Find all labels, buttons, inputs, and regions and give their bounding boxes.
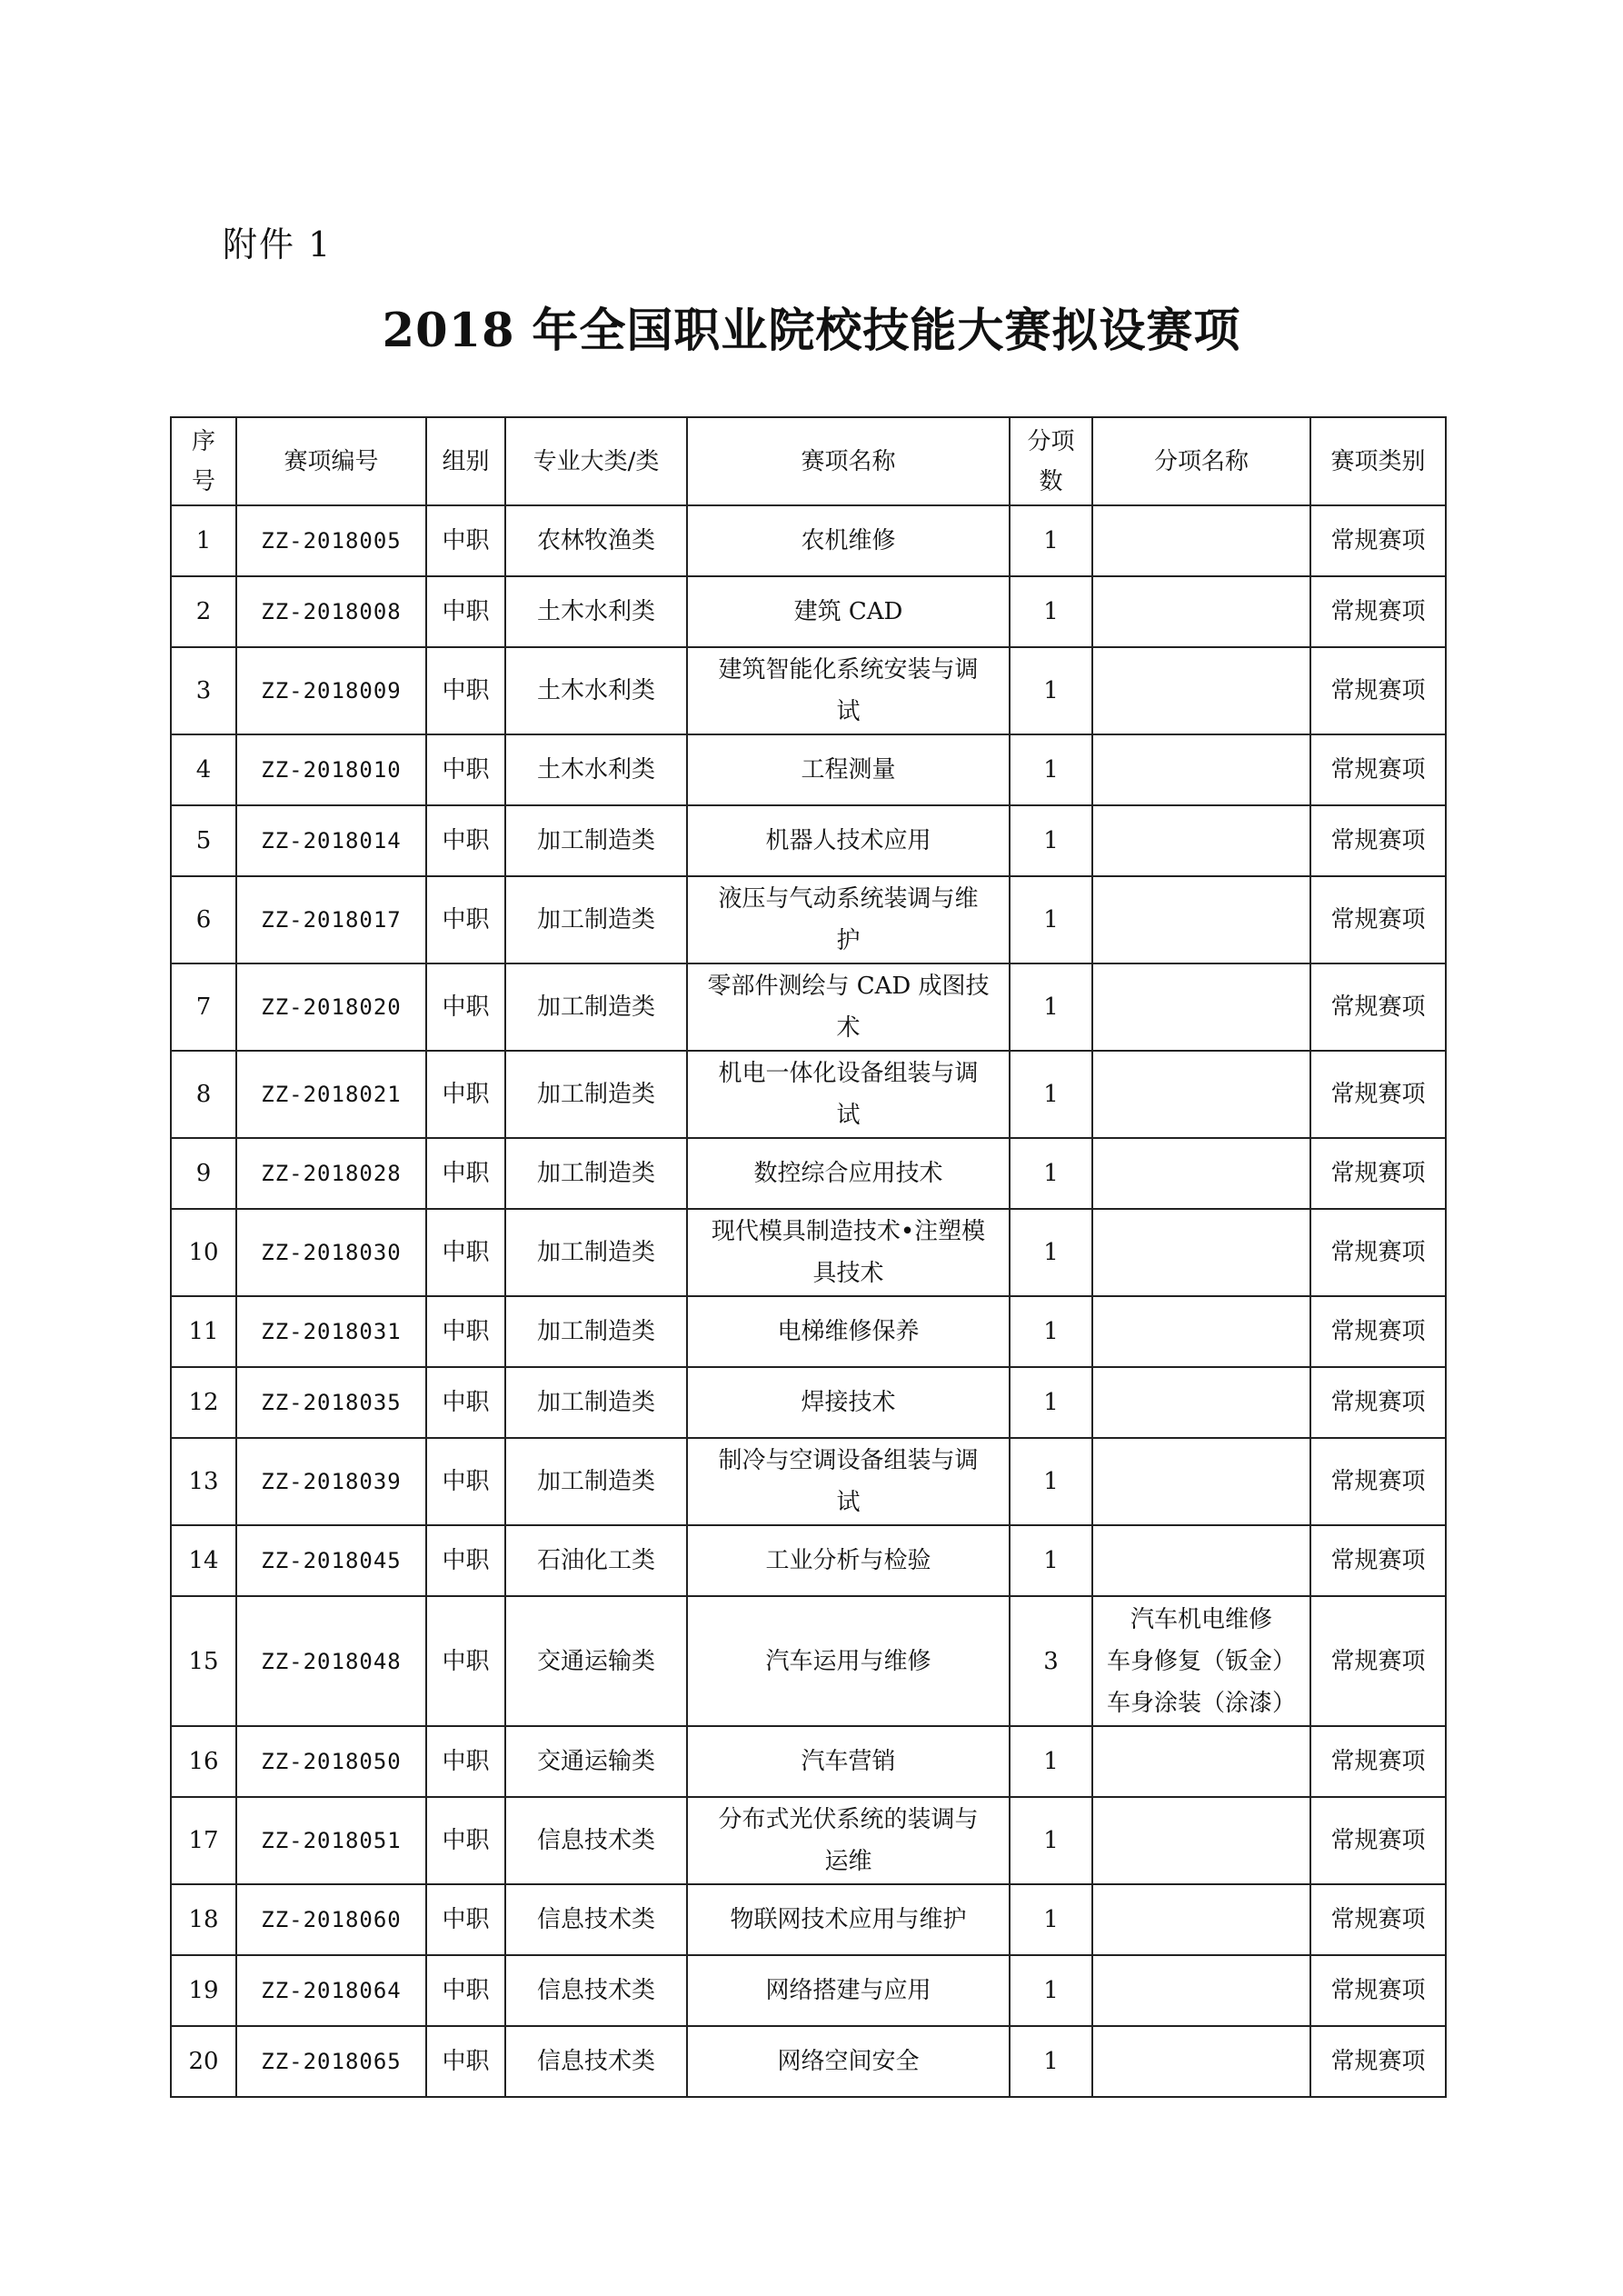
cell-category: 加工制造类 — [505, 1438, 687, 1525]
header-name: 赛项名称 — [687, 417, 1010, 505]
attachment-label: 附件 1 — [223, 225, 333, 265]
sub-name-line: 车身涂装（涂漆） — [1106, 1689, 1296, 1717]
cell-name — [687, 805, 1010, 876]
cell-seq: 5 — [171, 805, 236, 876]
cell-category: 加工制造类 — [505, 963, 687, 1051]
cell-sub-count: 1 — [1010, 1884, 1092, 1955]
cell-group: 中职 — [426, 1726, 505, 1797]
cell-sub-count: 1 — [1010, 1438, 1092, 1525]
cell-name — [687, 1884, 1010, 1955]
name-line: 现代模具制造技术•注塑模 — [711, 1218, 986, 1245]
cell-seq: 3 — [171, 647, 236, 734]
name-line: 液压与气动系统装调与维 — [718, 885, 979, 913]
cell-name — [687, 963, 1010, 1051]
cell-sub-count: 1 — [1010, 1367, 1092, 1438]
cell-sub-count: 1 — [1010, 876, 1092, 963]
cell-name — [687, 1367, 1010, 1438]
cell-seq: 13 — [171, 1438, 236, 1525]
name-line: 试 — [836, 698, 861, 725]
table-row — [171, 1209, 1446, 1296]
header-category: 专业大类/类 — [505, 417, 687, 505]
cell-sub-names — [1092, 1138, 1310, 1209]
table-row — [171, 576, 1446, 647]
cell-category: 加工制造类 — [505, 1367, 687, 1438]
name-line: 护 — [836, 927, 861, 954]
cell-seq: 4 — [171, 734, 236, 805]
header-code: 赛项编号 — [236, 417, 426, 505]
cell-type: 常规赛项 — [1310, 1367, 1446, 1438]
cell-sub-names — [1092, 1367, 1310, 1438]
cell-seq: 2 — [171, 576, 236, 647]
name-line: 汽车营销 — [801, 1748, 896, 1775]
table-row — [171, 805, 1446, 876]
cell-type: 常规赛项 — [1310, 1596, 1446, 1726]
cell-code: ZZ-2018051 — [236, 1797, 426, 1884]
cell-category: 加工制造类 — [505, 1296, 687, 1367]
cell-sub-names — [1092, 734, 1310, 805]
cell-code: ZZ-2018020 — [236, 963, 426, 1051]
cell-code: ZZ-2018060 — [236, 1884, 426, 1955]
cell-sub-names — [1092, 576, 1310, 647]
cell-sub-names — [1092, 1296, 1310, 1367]
cell-seq: 15 — [171, 1596, 236, 1726]
cell-category: 加工制造类 — [505, 1209, 687, 1296]
cell-code: ZZ-2018035 — [236, 1367, 426, 1438]
cell-name — [687, 1138, 1010, 1209]
cell-type: 常规赛项 — [1310, 1884, 1446, 1955]
cell-category: 土木水利类 — [505, 734, 687, 805]
cell-category: 土木水利类 — [505, 647, 687, 734]
cell-name — [687, 2026, 1010, 2097]
cell-group: 中职 — [426, 1525, 505, 1596]
cell-sub-names — [1092, 1051, 1310, 1138]
table-row — [171, 2026, 1446, 2097]
cell-type: 常规赛项 — [1310, 1797, 1446, 1884]
cell-name — [687, 1525, 1010, 1596]
cell-sub-count: 1 — [1010, 1955, 1092, 2026]
table-row — [171, 1955, 1446, 2026]
cell-sub-names — [1092, 1596, 1310, 1726]
cell-category: 加工制造类 — [505, 876, 687, 963]
name-line: 具技术 — [812, 1260, 884, 1287]
cell-type: 常规赛项 — [1310, 1955, 1446, 2026]
document-title: 2018 年全国职业院校技能大赛拟设赛项 — [382, 304, 1241, 358]
cell-sub-count: 1 — [1010, 1296, 1092, 1367]
name-line: 网络空间安全 — [777, 2048, 920, 2075]
cell-group: 中职 — [426, 1438, 505, 1525]
table-body — [171, 505, 1446, 2097]
cell-seq: 18 — [171, 1884, 236, 1955]
cell-seq: 12 — [171, 1367, 236, 1438]
name-line: 数控综合应用技术 — [753, 1160, 943, 1187]
name-line: 电梯维修保养 — [777, 1318, 920, 1345]
cell-code: ZZ-2018017 — [236, 876, 426, 963]
cell-group: 中职 — [426, 1367, 505, 1438]
cell-code: ZZ-2018065 — [236, 2026, 426, 2097]
cell-code: ZZ-2018005 — [236, 505, 426, 576]
name-line: 工业分析与检验 — [765, 1547, 931, 1574]
cell-group: 中职 — [426, 1051, 505, 1138]
cell-code: ZZ-2018064 — [236, 1955, 426, 2026]
cell-type: 常规赛项 — [1310, 1296, 1446, 1367]
cell-name — [687, 1438, 1010, 1525]
cell-type: 常规赛项 — [1310, 1209, 1446, 1296]
cell-seq: 9 — [171, 1138, 236, 1209]
cell-sub-count: 1 — [1010, 2026, 1092, 2097]
cell-group: 中职 — [426, 876, 505, 963]
cell-code: ZZ-2018030 — [236, 1209, 426, 1296]
cell-code: ZZ-2018014 — [236, 805, 426, 876]
cell-sub-count: 3 — [1010, 1596, 1092, 1726]
sub-name-line: 汽车机电维修 — [1130, 1605, 1272, 1633]
cell-sub-names — [1092, 2026, 1310, 2097]
cell-name — [687, 647, 1010, 734]
cell-name — [687, 1296, 1010, 1367]
cell-sub-count: 1 — [1010, 734, 1092, 805]
name-line: 机电一体化设备组装与调 — [718, 1060, 979, 1087]
table-row — [171, 1438, 1446, 1525]
cell-code: ZZ-2018008 — [236, 576, 426, 647]
header-seq: 序 号 — [171, 417, 236, 505]
cell-seq: 6 — [171, 876, 236, 963]
competition-table — [170, 416, 1447, 2098]
header-sub-names: 分项名称 — [1092, 417, 1310, 505]
cell-seq: 20 — [171, 2026, 236, 2097]
cell-group: 中职 — [426, 1884, 505, 1955]
cell-seq: 19 — [171, 1955, 236, 2026]
name-line: 制冷与空调设备组装与调 — [718, 1447, 979, 1474]
cell-group: 中职 — [426, 505, 505, 576]
sub-name-line: 车身修复（钣金） — [1106, 1647, 1296, 1675]
cell-seq: 16 — [171, 1726, 236, 1797]
cell-type: 常规赛项 — [1310, 1051, 1446, 1138]
cell-type: 常规赛项 — [1310, 963, 1446, 1051]
cell-name — [687, 1596, 1010, 1726]
name-line: 网络搭建与应用 — [765, 1977, 931, 2004]
cell-group: 中职 — [426, 1296, 505, 1367]
cell-sub-names — [1092, 876, 1310, 963]
cell-type: 常规赛项 — [1310, 576, 1446, 647]
cell-group: 中职 — [426, 963, 505, 1051]
name-line: 试 — [836, 1102, 861, 1129]
cell-code: ZZ-2018028 — [236, 1138, 426, 1209]
cell-name — [687, 734, 1010, 805]
cell-category: 信息技术类 — [505, 1955, 687, 2026]
cell-group: 中职 — [426, 1596, 505, 1726]
table-row — [171, 647, 1446, 734]
cell-group: 中职 — [426, 2026, 505, 2097]
cell-group: 中职 — [426, 647, 505, 734]
cell-code: ZZ-2018050 — [236, 1726, 426, 1797]
cell-category: 农林牧渔类 — [505, 505, 687, 576]
table-row — [171, 505, 1446, 576]
table-header-row — [171, 417, 1446, 505]
name-line: 分布式光伏系统的装调与 — [718, 1806, 979, 1833]
cell-sub-names — [1092, 1525, 1310, 1596]
cell-type: 常规赛项 — [1310, 2026, 1446, 2097]
cell-name — [687, 576, 1010, 647]
cell-group: 中职 — [426, 805, 505, 876]
table-row — [171, 1525, 1446, 1596]
cell-category: 加工制造类 — [505, 1138, 687, 1209]
cell-category: 信息技术类 — [505, 1884, 687, 1955]
name-line: 物联网技术应用与维护 — [730, 1906, 967, 1933]
name-line: 术 — [836, 1014, 861, 1042]
cell-sub-names — [1092, 505, 1310, 576]
cell-sub-count: 1 — [1010, 576, 1092, 647]
cell-category: 信息技术类 — [505, 2026, 687, 2097]
cell-sub-count: 1 — [1010, 805, 1092, 876]
name-line: 建筑 CAD — [793, 598, 903, 625]
cell-name — [687, 1051, 1010, 1138]
cell-name — [687, 1209, 1010, 1296]
cell-sub-names — [1092, 1209, 1310, 1296]
name-line: 农机维修 — [801, 527, 896, 554]
header-sub-count: 分项 数 — [1010, 417, 1092, 505]
cell-name — [687, 1726, 1010, 1797]
name-line: 机器人技术应用 — [765, 827, 931, 854]
cell-sub-count: 1 — [1010, 963, 1092, 1051]
name-line: 试 — [836, 1489, 861, 1516]
table-row — [171, 1797, 1446, 1884]
cell-category: 加工制造类 — [505, 1051, 687, 1138]
cell-type: 常规赛项 — [1310, 1138, 1446, 1209]
table-row — [171, 876, 1446, 963]
table-row — [171, 734, 1446, 805]
cell-group: 中职 — [426, 1138, 505, 1209]
cell-type: 常规赛项 — [1310, 876, 1446, 963]
cell-sub-count: 1 — [1010, 647, 1092, 734]
cell-sub-names — [1092, 647, 1310, 734]
cell-type: 常规赛项 — [1310, 1525, 1446, 1596]
cell-name — [687, 1955, 1010, 2026]
cell-group: 中职 — [426, 1797, 505, 1884]
table-row — [171, 1051, 1446, 1138]
header-type: 赛项类别 — [1310, 417, 1446, 505]
cell-sub-count: 1 — [1010, 1797, 1092, 1884]
cell-sub-names — [1092, 1955, 1310, 2026]
cell-sub-names — [1092, 1797, 1310, 1884]
cell-group: 中职 — [426, 734, 505, 805]
header-group: 组别 — [426, 417, 505, 505]
name-line: 工程测量 — [801, 756, 896, 784]
name-line: 汽车运用与维修 — [765, 1647, 931, 1675]
cell-name — [687, 876, 1010, 963]
cell-type: 常规赛项 — [1310, 734, 1446, 805]
cell-sub-names — [1092, 1726, 1310, 1797]
cell-seq: 11 — [171, 1296, 236, 1367]
name-line: 零部件测绘与 CAD 成图技 — [707, 973, 990, 1000]
cell-group: 中职 — [426, 1209, 505, 1296]
table-row — [171, 1726, 1446, 1797]
cell-group: 中职 — [426, 1955, 505, 2026]
cell-type: 常规赛项 — [1310, 805, 1446, 876]
table-row — [171, 1596, 1446, 1726]
cell-type: 常规赛项 — [1310, 505, 1446, 576]
cell-code: ZZ-2018048 — [236, 1596, 426, 1726]
cell-code: ZZ-2018010 — [236, 734, 426, 805]
cell-seq: 10 — [171, 1209, 236, 1296]
cell-sub-count: 1 — [1010, 1051, 1092, 1138]
cell-category: 信息技术类 — [505, 1797, 687, 1884]
cell-group: 中职 — [426, 576, 505, 647]
cell-code: ZZ-2018031 — [236, 1296, 426, 1367]
cell-category: 交通运输类 — [505, 1726, 687, 1797]
name-line: 运维 — [824, 1848, 872, 1875]
table-row — [171, 1138, 1446, 1209]
cell-type: 常规赛项 — [1310, 647, 1446, 734]
cell-sub-names — [1092, 963, 1310, 1051]
cell-code: ZZ-2018039 — [236, 1438, 426, 1525]
cell-code: ZZ-2018045 — [236, 1525, 426, 1596]
cell-seq: 8 — [171, 1051, 236, 1138]
name-line: 焊接技术 — [801, 1389, 896, 1416]
cell-seq: 17 — [171, 1797, 236, 1884]
cell-sub-count: 1 — [1010, 1138, 1092, 1209]
cell-code: ZZ-2018009 — [236, 647, 426, 734]
name-line: 建筑智能化系统安装与调 — [718, 656, 979, 684]
cell-name — [687, 1797, 1010, 1884]
cell-category: 石油化工类 — [505, 1525, 687, 1596]
cell-name — [687, 505, 1010, 576]
cell-category: 交通运输类 — [505, 1596, 687, 1726]
cell-seq: 14 — [171, 1525, 236, 1596]
table-row — [171, 1884, 1446, 1955]
cell-type: 常规赛项 — [1310, 1438, 1446, 1525]
cell-sub-count: 1 — [1010, 505, 1092, 576]
cell-sub-names — [1092, 1884, 1310, 1955]
cell-code: ZZ-2018021 — [236, 1051, 426, 1138]
cell-sub-count: 1 — [1010, 1209, 1092, 1296]
cell-sub-count: 1 — [1010, 1726, 1092, 1797]
table-row — [171, 963, 1446, 1051]
cell-type: 常规赛项 — [1310, 1726, 1446, 1797]
cell-sub-names — [1092, 805, 1310, 876]
cell-category: 加工制造类 — [505, 805, 687, 876]
cell-sub-count: 1 — [1010, 1525, 1092, 1596]
cell-sub-names — [1092, 1438, 1310, 1525]
cell-seq: 7 — [171, 963, 236, 1051]
cell-category: 土木水利类 — [505, 576, 687, 647]
table-row — [171, 1367, 1446, 1438]
table-row — [171, 1296, 1446, 1367]
cell-seq: 1 — [171, 505, 236, 576]
